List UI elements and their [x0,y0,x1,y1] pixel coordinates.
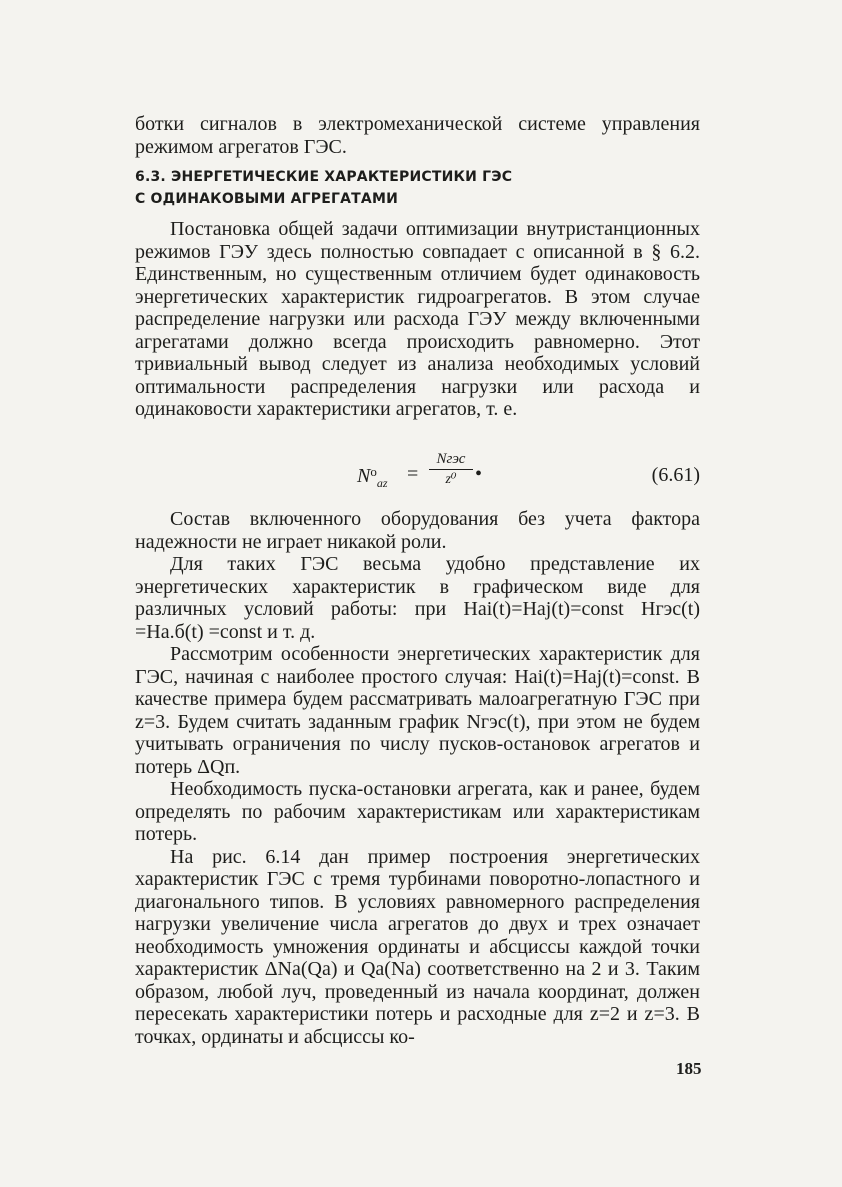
paragraph-4: Рассмотрим особенности энергетических характеристик для ГЭС, начиная с наиболее простого случая: Hai(t)=Haj(t)=const. В качестве примера будем рассматривать малоагрегатную ГЭС при z=3. Будем считать заданным график Nгэс(t), при этом не будем учитывать ограничения по числу пусков-остановок агрегатов и потерь ΔQп. [135,643,700,778]
formula-dot: • [475,463,483,485]
equation-number: (6.61) [651,464,700,486]
formula-equals: = [407,463,419,485]
paragraph-6: На рис. 6.14 дан пример построения энергетических характеристик ГЭС с тремя турбинами поворотно-лопастного и диагонального типов. В условиях равномерного распределения нагрузки увеличение числа агрегатов до двух и трех означает необходимость умножения ординаты и абсцисcы каждой точки характеристик ΔNa(Qa) и Qa(Na) соответственно на 2 и 3. Таким образом, любой луч, проведенный из начала координат, должен пересекать характеристики потерь и расходные для z=2 и z=3. В точках, ординаты и абсциссы ко- [135,845,700,1048]
text-block-top [135,113,700,158]
formula-fraction [429,450,473,489]
paragraph-1: Постановка общей задачи оптимизации внутристанционных режимов ГЭУ здесь полностью совпадает с описанной в § 6.2. Единственным, но существенным отличием будет одинаковость энергетических характеристик гидроагрегатов. В этом случае распределение нагрузки или расхода ГЭУ между включенными агрегатами должно всегда происходить равномерно. Этот тривиальный вывод следует из анализа необходимых условий оптимальности распределения нагрузки или расхода и одинаковости характеристики агрегатов, т. е. [135,218,700,420]
section-heading-line1: 6.3. ЭНЕРГЕТИЧЕСКИЕ ХАРАКТЕРИСТИКИ ГЭС [135,169,513,185]
formula-6-61 [135,450,700,494]
paragraph-5: Необходимость пуска-остановки агрегата, как и ранее, будем определять по рабочим характеристикам или характеристикам потерь. [135,778,700,845]
paragraph-2: Состав включенного оборудования без учета фактора надежности не играет никакой роли. [135,508,700,553]
formula-numerator: Nгэс [436,451,466,467]
fraction-bar [429,469,473,470]
text-block-p1 [135,218,700,421]
formula-denominator: z⁰ [445,472,457,487]
section-heading-line2: С ОДИНАКОВЫМИ АГРЕГАТАМИ [135,191,399,207]
formula-lhs: $N^o_{az}$ [357,464,388,490]
paragraph-3: Для таких ГЭС весьма удобно представление их энергетических характеристик в графическом виде для различных условий работы: при Hai(t)=Haj(t)=const Hгэс(t) =Hа.б(t) =const и т. д. [135,553,700,643]
text-block-body [135,508,700,1048]
paragraph-intro-tail: ботки сигналов в электромеханической системе управления режимом агрегатов ГЭС. [135,113,700,158]
page-number: 185 [676,1059,702,1078]
